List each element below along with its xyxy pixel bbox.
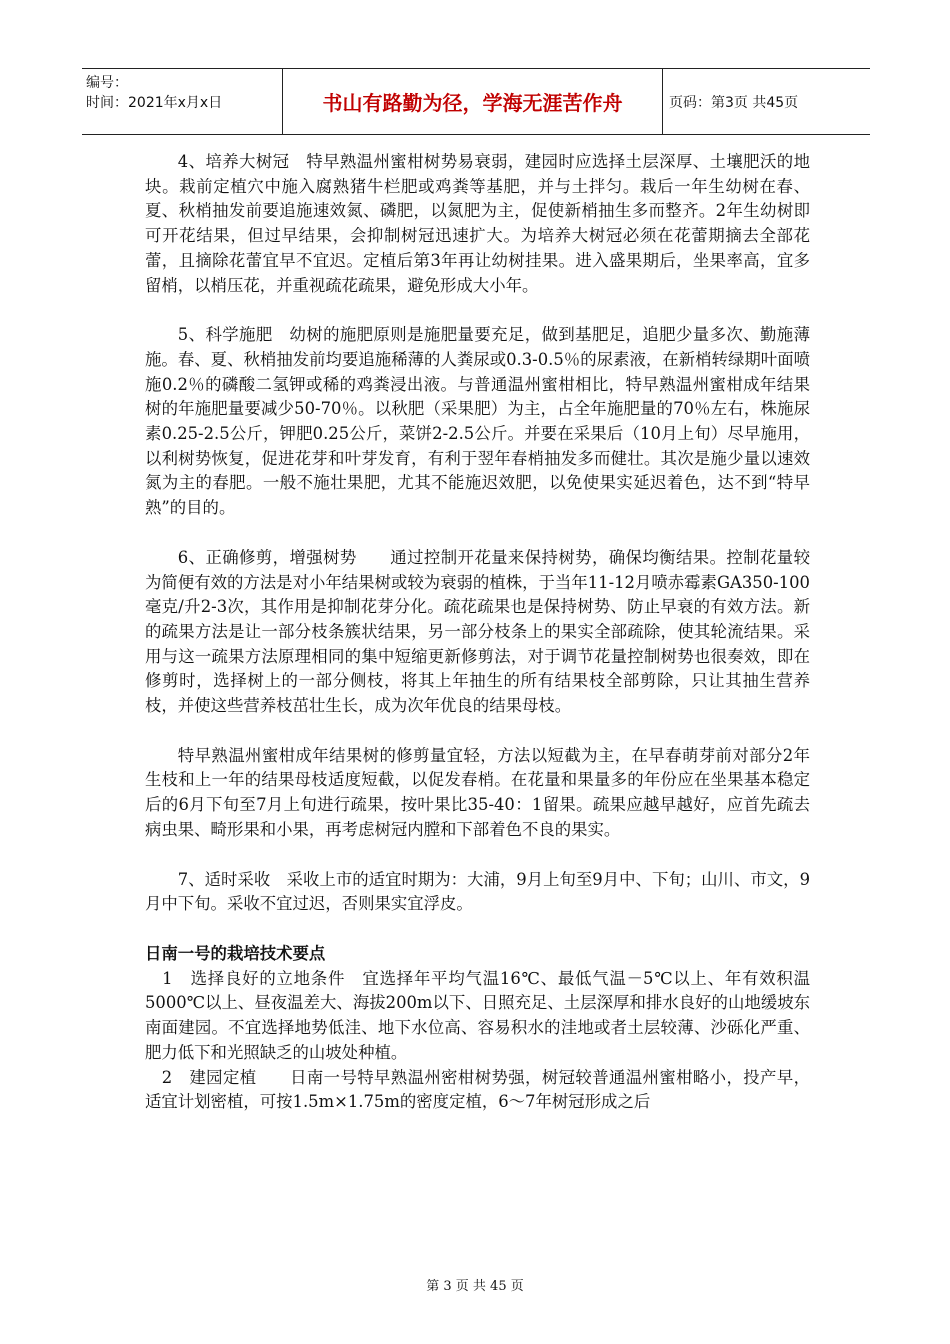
section-item-2: 2 建园定植 日南一号特早熟温州密柑树势强，树冠较普通温州蜜柑略小，投产早，适宜计划密植，可按1.5m×1.75m的密度定植，6～7年树冠形成之后 bbox=[145, 1067, 810, 1112]
section-heading: 日南一号的栽培技术要点 bbox=[145, 943, 326, 963]
paragraph-7: 7、适时采收 采收上市的适宜时期为：大浦，9月上旬至9月中、下旬；山川、市文，9月中下旬。采收不宜过迟，否则果实宜浮皮。 bbox=[145, 869, 810, 914]
document-date-label: 时间：2021年x月x日 bbox=[86, 95, 223, 111]
header-page-number: 页码：第3页 共45页 bbox=[662, 69, 870, 134]
paragraph-6-continued: 特早熟温州蜜柑成年结果树的修剪量宜轻，方法以短截为主，在早春萌芽前对部分2年生枝和上一年的结果母枝适度短截，以促发春梢。在花量和果量多的年份应在坐果基本稳定后的6月下旬至7月上旬进行疏果，按叶果比35-40：1留果。疏果应越早越好，应首先疏去病虫果、畸形果和小果，再考虑树冠内膛和下部着色不良的果实。 bbox=[145, 745, 810, 839]
document-code-label: 编号： bbox=[86, 75, 128, 91]
header-meta bbox=[82, 69, 282, 134]
paragraph-5: 5、科学施肥 幼树的施肥原则是施肥量要充足，做到基肥足，追肥少量多次、勤施薄施。春、夏、秋梢抽发前均要追施稀薄的人粪尿或0.3-0.5％的尿素液，在新梢转绿期叶面喷施0.2％的磷酸二氢钾或稀的鸡粪浸出液。与普通温州蜜柑相比，特早熟温州蜜柑成年结果树的年施肥量要减少50-70％。以秋肥（采果肥）为主，占全年施肥量的70％左右，株施尿素0.25-2.5公斤，钾肥0.25公斤，菜饼2-2.5公斤。并要在采果后（10月上旬）尽早施用，以利树势恢复，促进花芽和叶芽发育，有利于翌年春梢抽发多而健壮。其次是施少量以速效氮为主的春肥。一般不施壮果肥，尤其不能施迟效肥，以免使果实延迟着色，达不到“特早熟”的目的。 bbox=[145, 325, 810, 518]
header-motto: 书山有路勤为径，学海无涯苦作舟 bbox=[282, 69, 662, 134]
document-body bbox=[145, 150, 810, 1115]
paragraph-4: 4、培养大树冠 特早熟温州蜜柑树势易衰弱，建园时应选择土层深厚、土壤肥沃的地块。栽前定植穴中施入腐熟猪牛栏肥或鸡粪等基肥，并与土拌匀。栽后一年生幼树在春、夏、秋梢抽发前要追施速效氮、磷肥，以氮肥为主，促使新梢抽生多而整齐。2年生幼树即可开花结果，但过早结果，会抑制树冠迅速扩大。为培养大树冠必须在花蕾期摘去全部花蕾，且摘除花蕾宜早不宜迟。定植后第3年再让幼树挂果。进入盛果期后，坐果率高，宜多留梢，以梢压花，并重视疏花疏果，避免形成大小年。 bbox=[145, 152, 810, 295]
page-footer: 第 3 页 共 45 页 bbox=[426, 1279, 524, 1294]
section-item-1: 1 选择良好的立地条件 宜选择年平均气温16℃、最低气温－5℃以上、年有效积温5000℃以上、昼夜温差大、海拔200m以下、日照充足、土层深厚和排水良好的山地缓坡东南面建园。不宜选择地势低洼、地下水位高、容易积水的洼地或者土层较薄、沙砾化严重、肥力低下和光照缺乏的山坡处种植。 bbox=[145, 968, 810, 1062]
page-header bbox=[82, 68, 870, 135]
paragraph-6: 6、正确修剪，增强树势 通过控制开花量来保持树势，确保均衡结果。控制花量较为简便有效的方法是对小年结果树或较为衰弱的植株，于当年11-12月喷赤霉素GA350-100毫克/升2-3次，其作用是抑制花芽分化。疏花疏果也是保持树势、防止早衰的有效方法。新的疏果方法是让一部分枝条簇状结果，另一部分枝条上的果实全部疏除，使其轮流结果。采用与这一疏果方法原理相同的集中短缩更新修剪法，对于调节花量控制树势也很奏效，即在修剪时，选择树上的一部分侧枝，将其上年抽生的所有结果枝全部剪除，只让其抽生营养枝，并使这些营养枝茁壮生长，成为次年优良的结果母枝。 bbox=[145, 547, 810, 716]
